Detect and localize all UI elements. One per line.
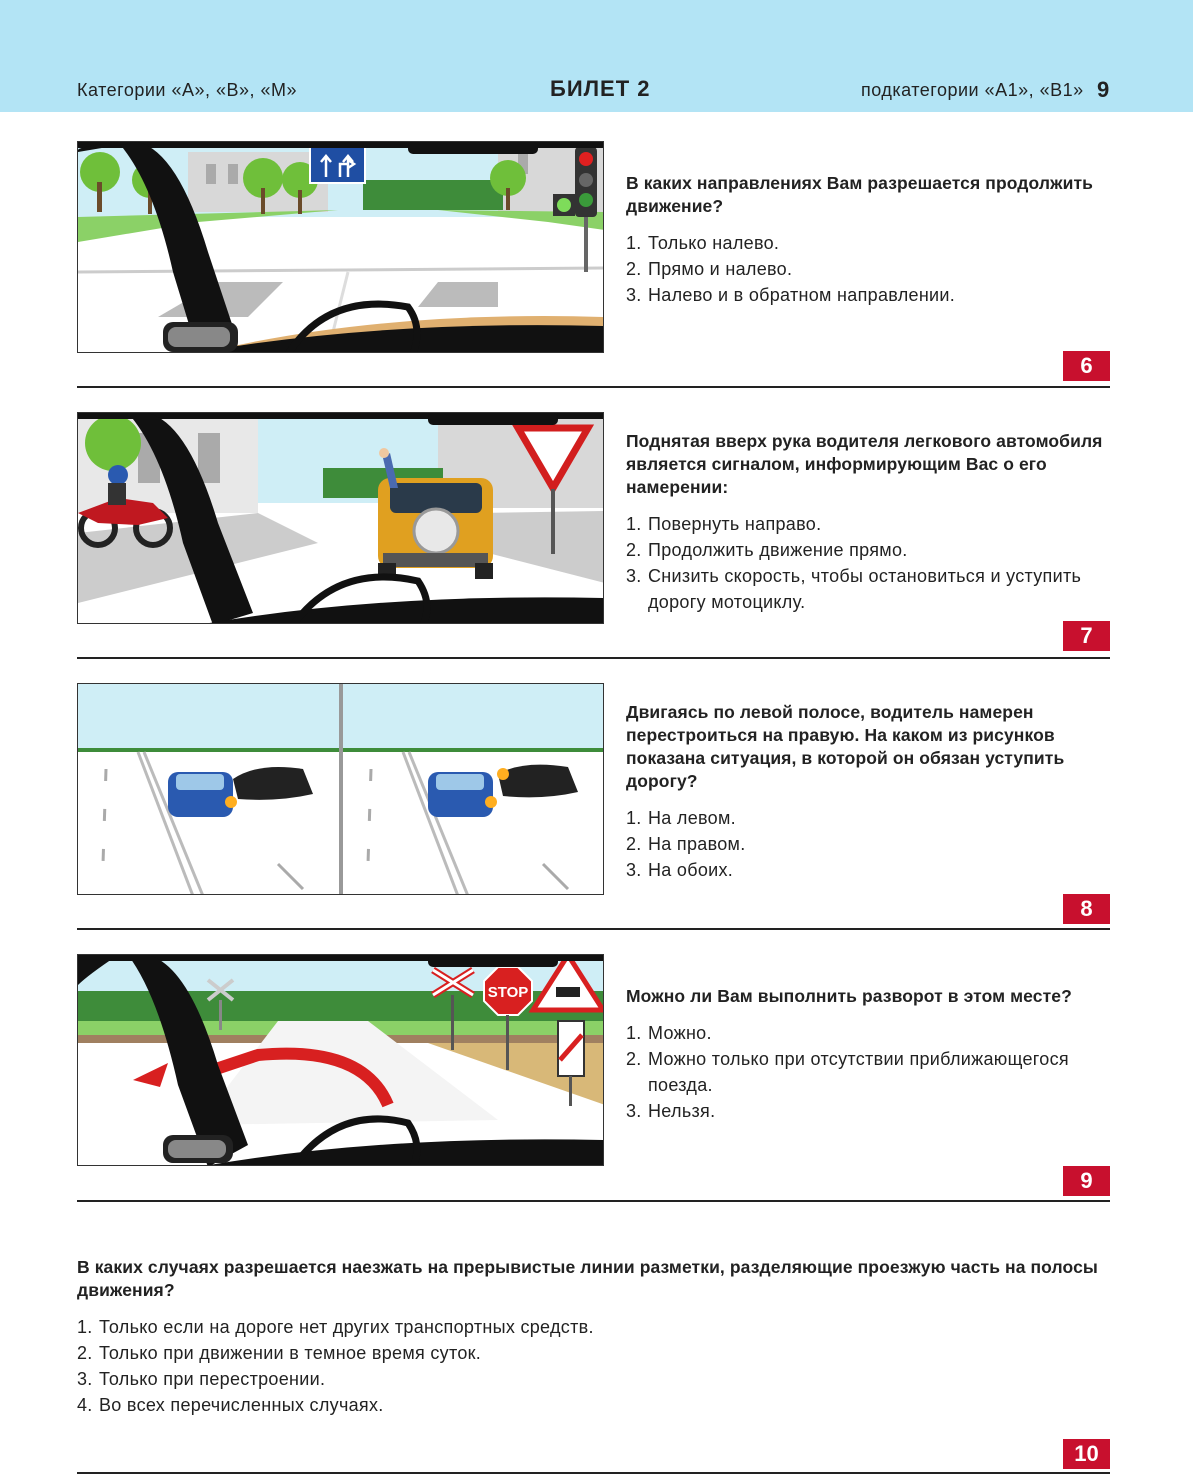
page-header xyxy=(0,0,1193,112)
question-7-image xyxy=(77,412,604,624)
divider xyxy=(77,1472,1110,1474)
answer-option[interactable]: 1. На левом. xyxy=(626,808,736,828)
question-9-title: Можно ли Вам выполнить разворот в этом месте? xyxy=(626,986,1072,1006)
question-9-answers xyxy=(626,1020,1126,1124)
question-8 xyxy=(626,701,1126,883)
question-7-title: Поднятая вверх рука водителя легкового автомобиля является сигналом, информирующим Вас о его намерении: xyxy=(626,431,1103,497)
question-10-number-badge: 10 xyxy=(1063,1439,1110,1469)
question-7-number-badge: 7 xyxy=(1063,621,1110,651)
answer-option[interactable]: 3. На обоих. xyxy=(626,860,734,880)
question-10-title: В каких случаях разрешается наезжать на прерывистые линии разметки, разделяющие проезжую часть на полосы движения? xyxy=(77,1257,1098,1300)
answer-option[interactable]: 4. Во всех перечисленных случаях. xyxy=(77,1395,384,1415)
answer-option[interactable]: 1. Можно. xyxy=(626,1023,712,1043)
question-7-answers xyxy=(626,511,1126,615)
question-10 xyxy=(77,1256,1117,1418)
question-8-number-badge: 8 xyxy=(1063,894,1110,924)
question-8-image xyxy=(77,683,604,895)
question-10-answers xyxy=(77,1314,1117,1418)
question-6 xyxy=(626,172,1126,308)
question-6-title: В каких направлениях Вам разрешается продолжить движение? xyxy=(626,173,1093,216)
answer-option[interactable]: 2. Продолжить движение прямо. xyxy=(626,540,908,560)
subcategories-label: подкатегории «А1», «В1» xyxy=(861,80,1084,100)
question-8-answers xyxy=(626,805,1126,883)
question-6-number-badge: 6 xyxy=(1063,351,1110,381)
question-6-image xyxy=(77,141,604,353)
answer-option[interactable]: 3. Только при перестроении. xyxy=(77,1369,326,1389)
categories-label: Категории «А», «В», «М» xyxy=(77,80,298,100)
answer-option[interactable]: 3. Снизить скорость, чтобы остановиться и уступить дорогу мотоциклу. xyxy=(626,566,1082,612)
question-6-answers xyxy=(626,230,1126,308)
answer-option[interactable]: 1. Только если на дороге нет других транспортных средств. xyxy=(77,1317,594,1337)
question-7 xyxy=(626,430,1126,615)
page-number: 9 xyxy=(1097,77,1110,102)
answer-option[interactable]: 3. Налево и в обратном направлении. xyxy=(626,285,956,305)
answer-option[interactable]: 2. На правом. xyxy=(626,834,746,854)
answer-option[interactable]: 3. Нельзя. xyxy=(626,1101,716,1121)
stop-sign-text: STOP xyxy=(487,984,529,1001)
answer-option[interactable]: 2. Можно только при отсутствии приближающегося поезда. xyxy=(626,1049,1069,1095)
question-9 xyxy=(626,985,1126,1124)
answer-option[interactable]: 2. Прямо и налево. xyxy=(626,259,793,279)
ticket-title: БИЛЕТ 2 xyxy=(550,76,651,101)
question-9-number-badge: 9 xyxy=(1063,1166,1110,1196)
divider xyxy=(77,657,1110,659)
question-9-image xyxy=(77,954,604,1166)
divider xyxy=(77,928,1110,930)
divider xyxy=(77,386,1110,388)
divider xyxy=(77,1200,1110,1202)
answer-option[interactable]: 1. Только налево. xyxy=(626,233,780,253)
answer-option[interactable]: 2. Только при движении в темное время суток. xyxy=(77,1343,482,1363)
question-8-title: Двигаясь по левой полосе, водитель намерен перестроиться на правую. На каком из рисунков показана ситуация, в которой он обязан уступить дорогу? xyxy=(626,702,1065,791)
answer-option[interactable]: 1. Повернуть направо. xyxy=(626,514,822,534)
